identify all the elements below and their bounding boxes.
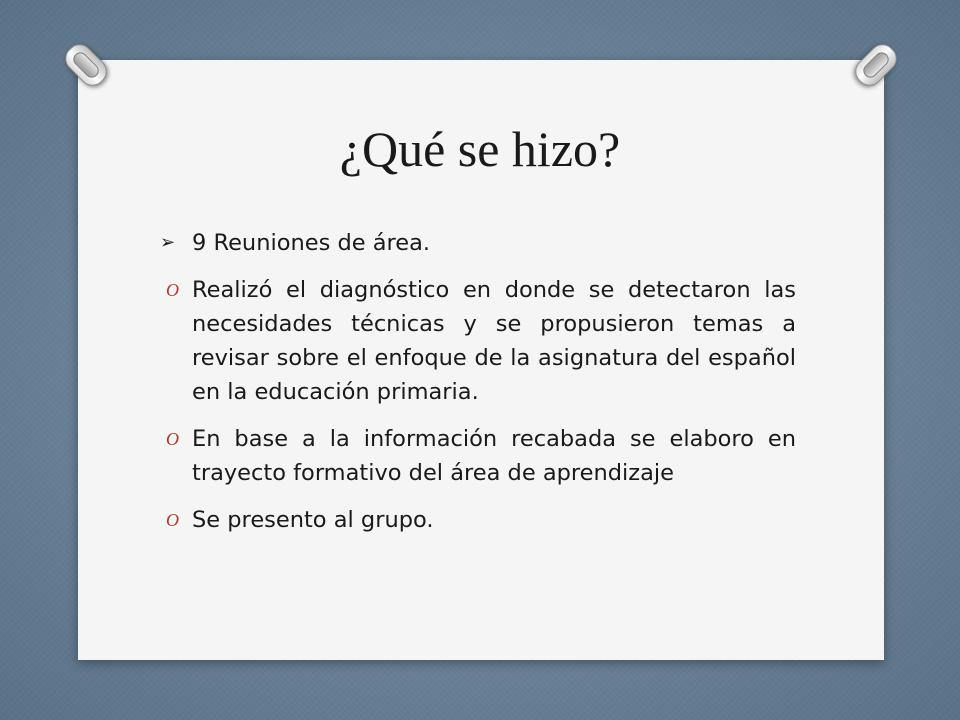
list-item-text: 9 Reuniones de área. [192, 230, 431, 256]
arrow-bullet-icon: ➢ [160, 232, 176, 253]
circle-bullet-icon: O [166, 429, 179, 449]
slide-title: ¿Qué se hizo? [339, 121, 621, 177]
list-item [160, 503, 796, 537]
list-item [160, 273, 796, 409]
circle-bullet-icon: O [166, 280, 179, 300]
list-item [160, 422, 796, 490]
list-item-text: Se presento al grupo. [192, 507, 434, 533]
list-item-text: Realizó el diagnóstico en donde se detectaron las necesidades técnicas y se propusieron temas a revisar sobre el enfoque de la asignatura del español en la educación primaria. [192, 277, 796, 405]
list-item-text: En base a la información recabada se elaboro en trayecto formativo del área de aprendizaje [192, 426, 796, 486]
list-item [160, 226, 796, 260]
bullet-list [160, 226, 796, 550]
circle-bullet-icon: O [166, 510, 179, 530]
